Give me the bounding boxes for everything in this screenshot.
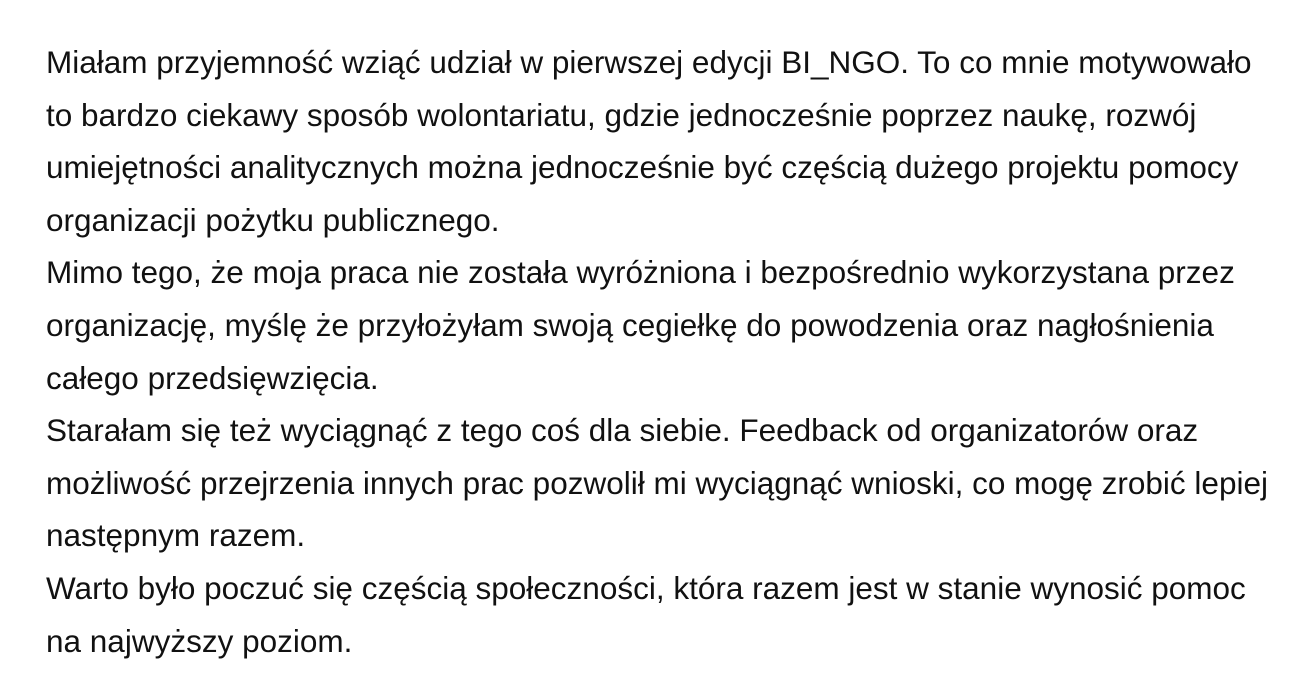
paragraph-feedback: Starałam się też wyciągnąć z tego coś dla siebie. Feedback od organizatorów oraz możliwość przejrzenia innych prac pozwolił mi wyciągnąć wnioski, co mogę zrobić lepiej następnym razem. [46, 412, 1268, 554]
paragraph-community: Warto było poczuć się częścią społeczności, która razem jest w stanie wynosić pomoc na najwyższy poziom. [46, 569, 1246, 659]
paragraph-contribution: Mimo tego, że moja praca nie została wyróżniona i bezpośrednio wykorzystana przez organizację, myślę że przyłożyłam swoją cegiełkę do powodzenia oraz nagłośnienia całego przedsięwzięcia. [46, 254, 1235, 396]
paragraph-participation: Miałam przyjemność wziąć udział w pierwszej edycji BI_NGO. To co mnie motywowało to bardzo ciekawy sposób wolontariatu, gdzie jednocześnie poprzez naukę, rozwój umiejętności analitycznych można jednocześnie być częścią dużego projektu pomocy organizacji pożytku publicznego. [46, 44, 1252, 238]
testimonial-text [46, 36, 1286, 667]
